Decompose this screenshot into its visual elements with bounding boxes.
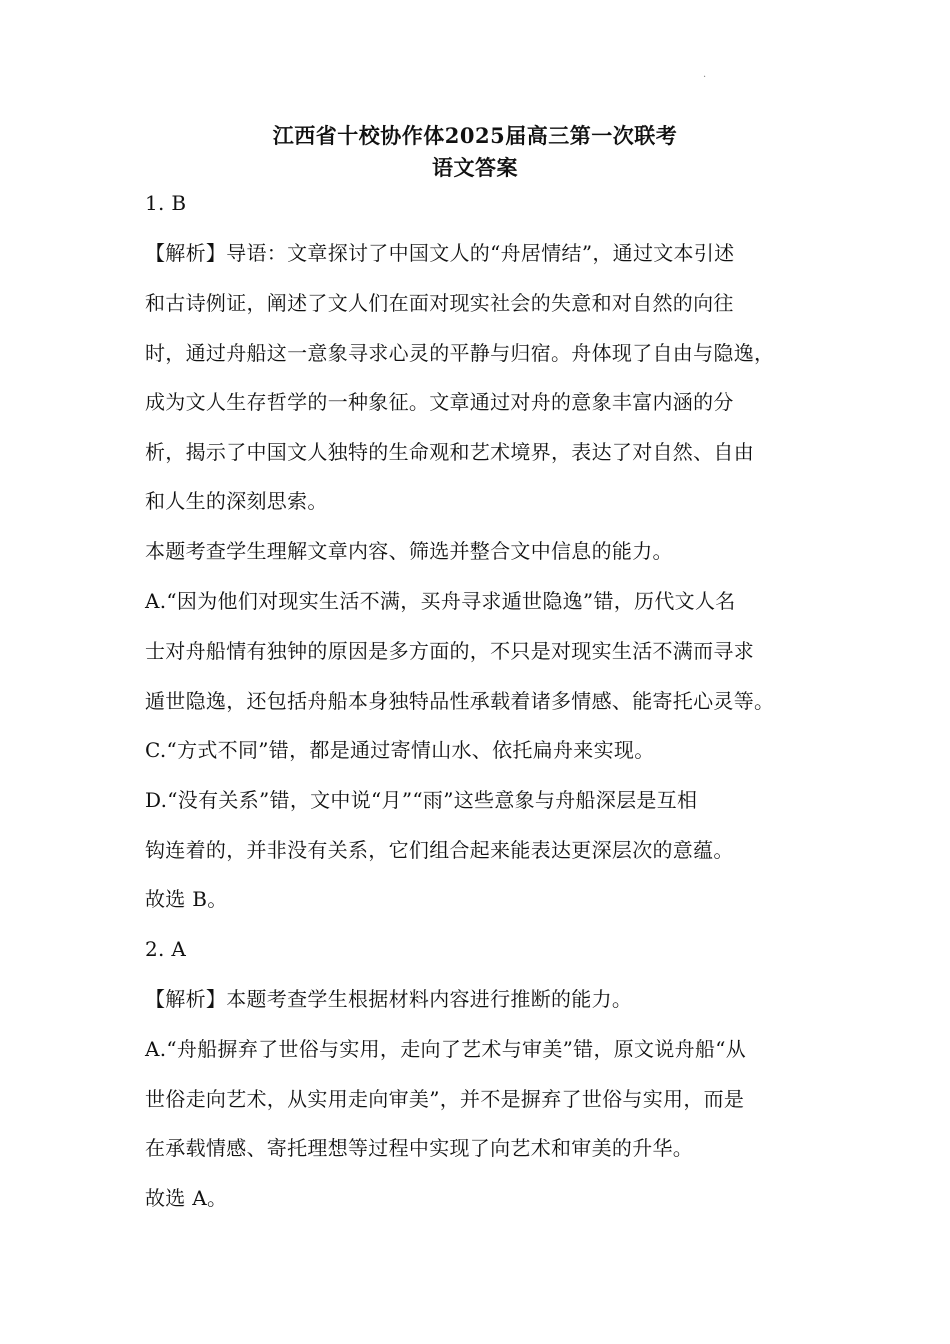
text-line: 【解析】导语：文章探讨了中国文人的“舟居情结”，通过文本引述 (145, 241, 735, 265)
text-line: 本题考查学生理解文章内容、筛选并整合文中信息的能力。 (145, 539, 673, 563)
text-line: 世俗走向艺术，从实用走向审美”，并不是摒弃了世俗与实用，而是 (145, 1087, 745, 1111)
text-line: D.“没有关系”错，文中说“月”“雨”这些意象与舟船深层是互相 (145, 788, 698, 812)
text-line: 遁世隐逸，还包括舟船本身独特品性承载着诸多情感、能寄托心灵等。 (145, 689, 775, 713)
text-line: 和人生的深刻思索。 (145, 489, 328, 513)
document-title: 江西省十校协作体2025届高三第一次联考 (272, 123, 678, 148)
text-line: 成为文人生存哲学的一种象征。文章通过对舟的意象丰富内涵的分 (145, 390, 734, 414)
answer-heading-1: 1. B (145, 191, 187, 215)
text-line: 钩连着的，并非没有关系，它们组合起来能表达更深层次的意蕴。 (145, 838, 734, 862)
text-line: 【解析】本题考查学生根据材料内容进行推断的能力。 (145, 987, 633, 1011)
page-mark: · (703, 72, 707, 83)
text-line: 故选 A。 (145, 1186, 228, 1210)
text-line: A.“因为他们对现实生活不满，买舟寻求遁世隐逸”错，历代文人名 (145, 589, 736, 613)
text-line: 析，揭示了中国文人独特的生命观和艺术境界，表达了对自然、自由 (145, 440, 754, 464)
text-line: 和古诗例证，阐述了文人们在面对现实社会的失意和对自然的向往 (145, 291, 734, 315)
text-line: 在承载情感、寄托理想等过程中实现了向艺术和审美的升华。 (145, 1136, 694, 1160)
document-subtitle: 语文答案 (432, 155, 518, 180)
text-line: C.“方式不同”错，都是通过寄情山水、依托扁舟来实现。 (145, 738, 655, 762)
text-line: 士对舟船情有独钟的原因是多方面的，不只是对现实生活不满而寻求 (145, 639, 754, 663)
text-line: A.“舟船摒弃了世俗与实用，走向了艺术与审美”错，原文说舟船“从 (145, 1037, 747, 1061)
text-line: 故选 B。 (145, 887, 228, 911)
answer-heading-2: 2. A (145, 937, 187, 961)
text-line: 时，通过舟船这一意象寻求心灵的平静与归宿。舟体现了自由与隐逸， (145, 341, 775, 365)
